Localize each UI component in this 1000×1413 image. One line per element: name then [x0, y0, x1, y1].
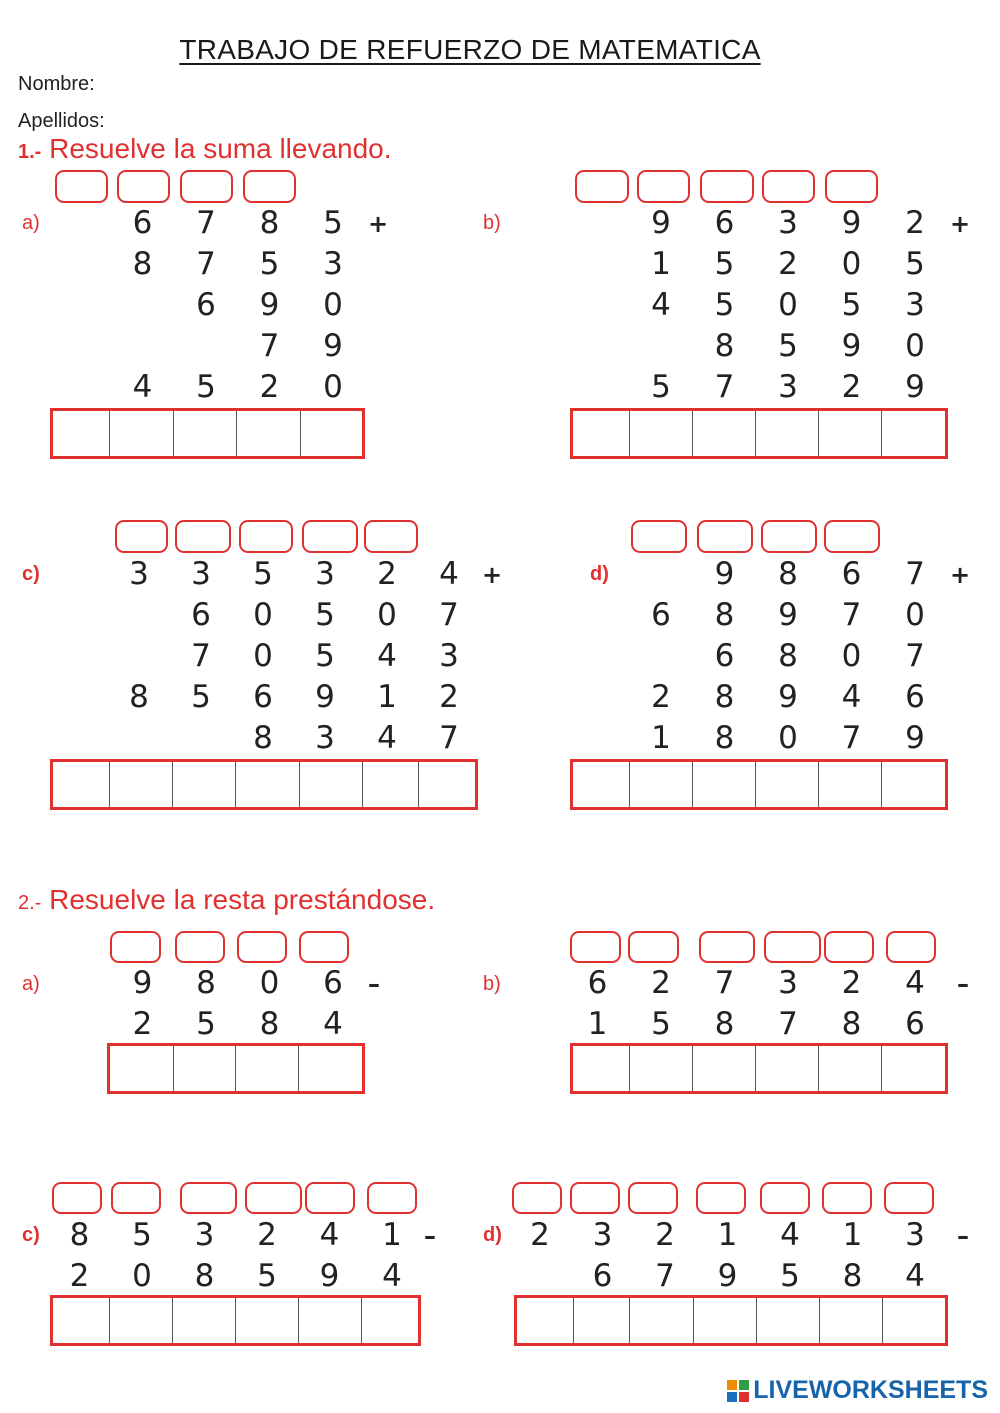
digit: 2 — [651, 965, 671, 1001]
answer-cell[interactable] — [573, 762, 629, 807]
problem-label: c) — [22, 1224, 40, 1246]
answer-row — [570, 759, 948, 810]
carry-input-box[interactable] — [243, 170, 296, 203]
digit: 5 — [905, 246, 925, 282]
digit: 6 — [196, 287, 216, 323]
digit: 1 — [717, 1217, 738, 1253]
digit: 7 — [439, 597, 459, 633]
digit: 3 — [315, 556, 335, 592]
digit: 8 — [714, 328, 735, 364]
answer-cell[interactable] — [173, 1046, 236, 1091]
operator-sign: – — [957, 1222, 969, 1250]
answer-cell[interactable] — [362, 762, 418, 807]
digit: 4 — [382, 1258, 402, 1294]
section-2-number: 2.- — [18, 892, 42, 914]
operator-sign: – — [368, 970, 380, 998]
digit: 7 — [841, 720, 862, 756]
carry-input-box[interactable] — [628, 1182, 678, 1214]
answer-cell[interactable] — [235, 1046, 298, 1091]
answer-cell[interactable] — [299, 762, 362, 807]
digit: 4 — [905, 1258, 925, 1294]
digit: 6 — [714, 205, 735, 241]
digit: 4 — [780, 1217, 800, 1253]
digit: 0 — [132, 1258, 152, 1294]
answer-cell[interactable] — [573, 1298, 629, 1343]
digit: 7 — [655, 1258, 675, 1294]
digit: 6 — [592, 1258, 613, 1294]
answer-cell[interactable] — [573, 411, 629, 456]
digit: 0 — [905, 328, 925, 364]
problem-label: d) — [590, 563, 609, 585]
answer-cell[interactable] — [418, 762, 475, 807]
digit: 6 — [191, 597, 211, 633]
digit: 9 — [778, 597, 798, 633]
digit: 7 — [841, 597, 862, 633]
digit: 3 — [194, 1217, 215, 1253]
digit: 9 — [323, 328, 343, 364]
logo-mark-icon — [727, 1380, 749, 1402]
digit: 6 — [253, 679, 273, 715]
digit: 8 — [132, 246, 153, 282]
digit: 6 — [905, 679, 925, 715]
answer-cell[interactable] — [110, 1046, 173, 1091]
digit: 5 — [253, 556, 273, 592]
digit: 9 — [778, 679, 798, 715]
digit: 3 — [129, 556, 149, 592]
digit: 3 — [905, 287, 925, 323]
section-2-text: Resuelve la resta prestándose. — [49, 884, 436, 915]
digit: 8 — [194, 1258, 215, 1294]
carry-input-box[interactable] — [302, 520, 358, 553]
digit: 3 — [778, 369, 798, 405]
answer-cell[interactable] — [629, 1046, 692, 1091]
answer-cell[interactable] — [517, 1298, 573, 1343]
carry-input-box[interactable] — [55, 170, 108, 203]
answer-cell[interactable] — [298, 1046, 362, 1091]
digit: 4 — [905, 965, 925, 1001]
digit: 9 — [319, 1258, 340, 1294]
digit: 3 — [905, 1217, 925, 1253]
answer-cell[interactable] — [692, 1046, 755, 1091]
answer-cell[interactable] — [693, 1298, 756, 1343]
digit: 8 — [714, 679, 735, 715]
digit: 4 — [323, 1006, 343, 1042]
carry-input-box[interactable] — [364, 520, 418, 553]
digit: 3 — [778, 205, 798, 241]
carry-input-box[interactable] — [299, 931, 349, 963]
digit: 9 — [841, 328, 862, 364]
carry-input-box[interactable] — [52, 1182, 102, 1214]
digit: 8 — [259, 1006, 280, 1042]
digit: 0 — [778, 287, 798, 323]
digit: 7 — [905, 556, 925, 592]
digit: 0 — [259, 965, 280, 1001]
answer-row — [50, 1295, 421, 1346]
digit: 7 — [439, 720, 459, 756]
digit: 0 — [377, 597, 397, 633]
carry-input-box[interactable] — [115, 520, 168, 553]
digit: 2 — [530, 1217, 550, 1253]
digit: 8 — [69, 1217, 90, 1253]
digit: 4 — [319, 1217, 340, 1253]
digit: 5 — [315, 638, 335, 674]
answer-cell[interactable] — [53, 411, 109, 456]
digit: 4 — [132, 369, 153, 405]
digit: 2 — [841, 965, 862, 1001]
digit: 4 — [377, 720, 397, 756]
digit: 0 — [841, 246, 862, 282]
digit: 6 — [323, 965, 343, 1001]
digit: 5 — [315, 597, 335, 633]
digit: 9 — [714, 556, 735, 592]
digit: 7 — [196, 205, 216, 241]
carry-input-box[interactable] — [700, 170, 754, 203]
digit: 8 — [778, 638, 798, 674]
operator-sign: – — [957, 970, 969, 998]
digit: 9 — [651, 205, 671, 241]
answer-cell[interactable] — [298, 1298, 361, 1343]
digit: 5 — [651, 1006, 671, 1042]
digit: 0 — [253, 638, 273, 674]
digit: 0 — [323, 287, 343, 323]
digit: 5 — [714, 287, 735, 323]
section-1-heading — [18, 133, 392, 165]
digit: 0 — [323, 369, 343, 405]
digit: 1 — [842, 1217, 863, 1253]
carry-input-box[interactable] — [239, 520, 293, 553]
digit: 4 — [377, 638, 397, 674]
answer-row — [50, 759, 478, 810]
operator-sign: + — [950, 210, 971, 238]
digit: 2 — [778, 246, 798, 282]
carry-input-box[interactable] — [884, 1182, 934, 1214]
carry-input-box[interactable] — [637, 170, 690, 203]
answer-cell[interactable] — [109, 411, 172, 456]
carry-input-box[interactable] — [117, 170, 170, 203]
digit: 2 — [69, 1258, 90, 1294]
carry-input-box[interactable] — [699, 931, 755, 963]
carry-input-box[interactable] — [764, 931, 821, 963]
answer-cell[interactable] — [109, 1298, 172, 1343]
carry-input-box[interactable] — [570, 931, 621, 963]
digit: 5 — [257, 1258, 277, 1294]
carry-input-box[interactable] — [628, 931, 679, 963]
carry-input-box[interactable] — [762, 170, 815, 203]
digit: 3 — [323, 246, 343, 282]
answer-cell[interactable] — [819, 1298, 882, 1343]
carry-input-box[interactable] — [697, 520, 753, 553]
carry-input-box[interactable] — [245, 1182, 302, 1214]
digit: 7 — [196, 246, 216, 282]
digit: 2 — [257, 1217, 277, 1253]
digit: 3 — [439, 638, 459, 674]
carry-input-box[interactable] — [696, 1182, 746, 1214]
problem-label: a) — [22, 973, 40, 995]
problem-label: d) — [483, 1224, 502, 1246]
digit: 4 — [841, 679, 862, 715]
carry-input-box[interactable] — [512, 1182, 562, 1214]
carry-input-box[interactable] — [824, 520, 880, 553]
operator-sign: + — [368, 210, 389, 238]
answer-cell[interactable] — [692, 411, 755, 456]
answer-cell[interactable] — [109, 762, 172, 807]
carry-input-box[interactable] — [305, 1182, 355, 1214]
digit: 7 — [714, 369, 735, 405]
answer-cell[interactable] — [755, 411, 818, 456]
answer-row — [107, 1043, 365, 1094]
carry-input-box[interactable] — [175, 931, 225, 963]
carry-input-box[interactable] — [237, 931, 287, 963]
digit: 0 — [253, 597, 273, 633]
digit: 2 — [439, 679, 459, 715]
answer-cell[interactable] — [235, 762, 298, 807]
answer-row — [50, 408, 365, 459]
worksheet-title: TRABAJO DE REFUERZO DE MATEMATICA — [179, 34, 761, 65]
digit: 0 — [841, 638, 862, 674]
digit: 8 — [778, 556, 798, 592]
answer-cell[interactable] — [818, 762, 881, 807]
digit: 8 — [253, 720, 273, 756]
carry-input-box[interactable] — [110, 931, 161, 963]
digit: 6 — [587, 965, 608, 1001]
carry-input-box[interactable] — [111, 1182, 161, 1214]
digit: 9 — [259, 287, 280, 323]
digit: 2 — [651, 679, 671, 715]
operator-sign: + — [950, 561, 971, 589]
digit: 2 — [132, 1006, 153, 1042]
answer-cell[interactable] — [881, 762, 945, 807]
carry-input-box[interactable] — [175, 520, 231, 553]
digit: 5 — [132, 1217, 152, 1253]
answer-row — [514, 1295, 948, 1346]
answer-cell[interactable] — [53, 762, 109, 807]
digit: 4 — [439, 556, 459, 592]
digit: 1 — [377, 679, 397, 715]
answer-cell[interactable] — [882, 1298, 945, 1343]
carry-input-box[interactable] — [825, 170, 878, 203]
digit: 9 — [841, 205, 862, 241]
digit: 8 — [196, 965, 216, 1001]
digit: 7 — [778, 1006, 798, 1042]
answer-cell[interactable] — [756, 1298, 819, 1343]
digit: 3 — [592, 1217, 613, 1253]
answer-cell[interactable] — [172, 762, 235, 807]
digit: 5 — [778, 328, 798, 364]
digit: 2 — [905, 205, 925, 241]
section-1-number: 1.- — [18, 141, 42, 163]
answer-cell[interactable] — [881, 411, 945, 456]
digit: 7 — [714, 965, 735, 1001]
digit: 8 — [842, 1258, 863, 1294]
digit: 2 — [377, 556, 397, 592]
answer-cell[interactable] — [300, 411, 362, 456]
digit: 6 — [651, 597, 671, 633]
digit: 5 — [651, 369, 671, 405]
answer-cell[interactable] — [53, 1298, 109, 1343]
answer-row — [570, 408, 948, 459]
digit: 1 — [651, 720, 671, 756]
answer-cell[interactable] — [629, 762, 692, 807]
digit: 6 — [905, 1006, 925, 1042]
carry-input-box[interactable] — [824, 931, 874, 963]
liveworksheets-logo — [727, 1376, 988, 1405]
answer-cell[interactable] — [755, 1046, 818, 1091]
digit: 3 — [778, 965, 798, 1001]
digit: 5 — [191, 679, 211, 715]
answer-cell[interactable] — [236, 411, 299, 456]
carry-input-box[interactable] — [760, 1182, 810, 1214]
section-1-text: Resuelve la suma llevando. — [49, 133, 392, 164]
digit: 1 — [382, 1217, 402, 1253]
answer-cell[interactable] — [172, 1298, 235, 1343]
digit: 3 — [315, 720, 335, 756]
carry-input-box[interactable] — [631, 520, 687, 553]
digit: 9 — [905, 369, 925, 405]
carry-input-box[interactable] — [886, 931, 936, 963]
carry-input-box[interactable] — [761, 520, 817, 553]
digit: 5 — [259, 246, 280, 282]
digit: 8 — [714, 720, 735, 756]
answer-cell[interactable] — [173, 411, 236, 456]
answer-cell[interactable] — [629, 1298, 692, 1343]
digit: 1 — [587, 1006, 608, 1042]
digit: 8 — [714, 597, 735, 633]
digit: 8 — [259, 205, 280, 241]
answer-row — [570, 1043, 948, 1094]
digit: 0 — [905, 597, 925, 633]
digit: 5 — [714, 246, 735, 282]
digit: 5 — [196, 369, 216, 405]
digit: 8 — [841, 1006, 862, 1042]
digit: 9 — [905, 720, 925, 756]
digit: 4 — [651, 287, 671, 323]
carry-input-box[interactable] — [570, 1182, 620, 1214]
problem-label: c) — [22, 563, 40, 585]
operator-sign: – — [424, 1222, 436, 1250]
digit: 5 — [196, 1006, 216, 1042]
carry-input-box[interactable] — [180, 1182, 237, 1214]
digit: 7 — [259, 328, 280, 364]
digit: 5 — [323, 205, 343, 241]
logo-text: LIVEWORKSHEETS — [753, 1376, 988, 1404]
digit: 9 — [717, 1258, 738, 1294]
carry-input-box[interactable] — [575, 170, 629, 203]
digit: 3 — [191, 556, 211, 592]
digit: 6 — [714, 638, 735, 674]
digit: 9 — [315, 679, 335, 715]
answer-cell[interactable] — [818, 411, 881, 456]
carry-input-box[interactable] — [180, 170, 233, 203]
digit: 2 — [841, 369, 862, 405]
digit: 1 — [651, 246, 671, 282]
digit: 6 — [132, 205, 153, 241]
digit: 6 — [841, 556, 862, 592]
problem-label: a) — [22, 212, 40, 234]
digit: 7 — [905, 638, 925, 674]
problem-label: b) — [483, 973, 501, 995]
carry-input-box[interactable] — [822, 1182, 872, 1214]
digit: 2 — [655, 1217, 675, 1253]
answer-cell[interactable] — [692, 762, 755, 807]
digit: 5 — [841, 287, 862, 323]
answer-cell[interactable] — [361, 1298, 418, 1343]
answer-cell[interactable] — [573, 1046, 629, 1091]
answer-cell[interactable] — [235, 1298, 298, 1343]
answer-cell[interactable] — [881, 1046, 945, 1091]
digit: 0 — [778, 720, 798, 756]
digit: 5 — [780, 1258, 800, 1294]
digit: 9 — [132, 965, 153, 1001]
answer-cell[interactable] — [818, 1046, 881, 1091]
nombre-label: Nombre: — [18, 73, 95, 95]
carry-input-box[interactable] — [367, 1182, 417, 1214]
digit: 7 — [191, 638, 211, 674]
digit: 8 — [129, 679, 149, 715]
digit: 8 — [714, 1006, 735, 1042]
digit: 2 — [259, 369, 280, 405]
answer-cell[interactable] — [755, 762, 818, 807]
apellidos-label: Apellidos: — [18, 110, 105, 132]
problem-label: b) — [483, 212, 501, 234]
operator-sign: + — [482, 561, 503, 589]
section-2-heading — [18, 884, 435, 916]
answer-cell[interactable] — [629, 411, 692, 456]
